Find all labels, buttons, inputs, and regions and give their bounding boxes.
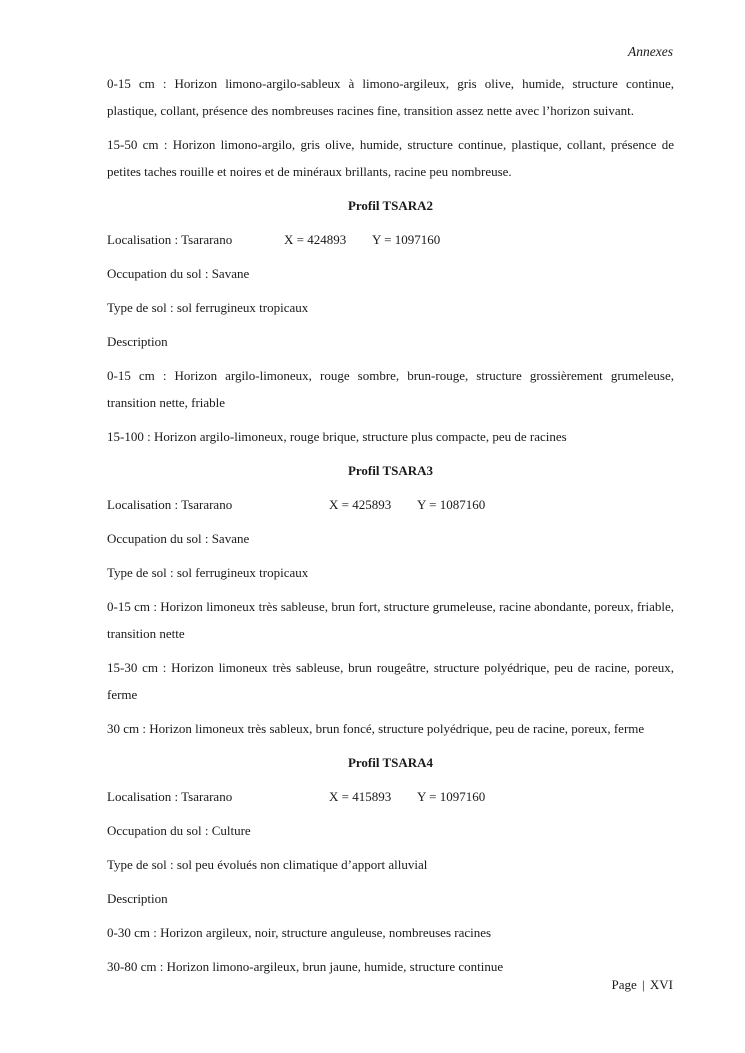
running-header: Annexes (628, 44, 673, 59)
location-label: Localisation : Tsararano (107, 789, 233, 804)
land-use-tsara2: Occupation du sol : Savane (107, 266, 250, 281)
profile-title-tsara3: Profil TSARA3 (347, 463, 434, 478)
intro-horizon-1: 0-15 cm : Horizon limono-argilo-sableux à limono-argileux, gris olive, humide, structure continue, plastique, collant, présence des nombreuses racines fine, transition assez nette avec l’horizon suivant. (107, 76, 674, 118)
soil-type-tsara3: Type de sol : sol ferrugineux tropicaux (107, 565, 309, 580)
description-heading-tsara2: Description (107, 334, 168, 349)
horizon-tsara4-2: 30-80 cm : Horizon limono-argileux, brun jaune, humide, structure continue (107, 959, 504, 974)
description-heading-tsara4: Description (107, 891, 168, 906)
horizon-tsara2-2: 15-100 : Horizon argilo-limoneux, rouge brique, structure plus compacte, peu de racines (107, 429, 567, 444)
land-use-tsara3: Occupation du sol : Savane (107, 531, 250, 546)
coord-x: X = 415893 (329, 789, 392, 804)
coord-y: Y = 1097160 (417, 789, 486, 804)
page-body (107, 70, 674, 987)
location-line-tsara2 (107, 226, 674, 253)
horizon-tsara4-1: 0-30 cm : Horizon argileux, noir, structure anguleuse, nombreuses racines (107, 925, 492, 940)
horizon-tsara3-1: 0-15 cm : Horizon limoneux très sableuse, brun fort, structure grumeleuse, racine abondante, poreux, friable, transition nette (107, 599, 674, 641)
coord-x: X = 425893 (329, 497, 392, 512)
page-number: XVI (649, 977, 673, 992)
location-label: Localisation : Tsararano (107, 232, 233, 247)
horizon-tsara3-3: 30 cm : Horizon limoneux très sableux, brun foncé, structure polyédrique, peu de racine, poreux, ferme (107, 721, 645, 736)
profile-title-tsara2: Profil TSARA2 (347, 198, 434, 213)
page-footer (612, 977, 674, 993)
location-label: Localisation : Tsararano (107, 497, 233, 512)
intro-horizon-2: 15-50 cm : Horizon limono-argilo, gris olive, humide, structure continue, plastique, collant, présence de petites taches rouille et noires et de minéraux brillants, racine peu nombreuse. (107, 137, 674, 179)
horizon-tsara3-2: 15-30 cm : Horizon limoneux très sableuse, brun rougeâtre, structure polyédrique, peu de racine, poreux, ferme (107, 660, 674, 702)
location-line-tsara4 (107, 783, 674, 810)
land-use-tsara4: Occupation du sol : Culture (107, 823, 251, 838)
soil-type-tsara4: Type de sol : sol peu évolués non climatique d’apport alluvial (107, 857, 428, 872)
location-line-tsara3 (107, 491, 674, 518)
page-separator: | (642, 977, 645, 992)
horizon-tsara2-1: 0-15 cm : Horizon argilo-limoneux, rouge sombre, brun-rouge, structure grossièrement grumeleuse, transition nette, friable (107, 368, 674, 410)
page-label: Page (611, 977, 637, 992)
profile-title-tsara4: Profil TSARA4 (347, 755, 434, 770)
soil-type-tsara2: Type de sol : sol ferrugineux tropicaux (107, 300, 309, 315)
coord-y: Y = 1087160 (417, 497, 486, 512)
coord-y: Y = 1097160 (372, 232, 441, 247)
coord-x: X = 424893 (284, 232, 347, 247)
